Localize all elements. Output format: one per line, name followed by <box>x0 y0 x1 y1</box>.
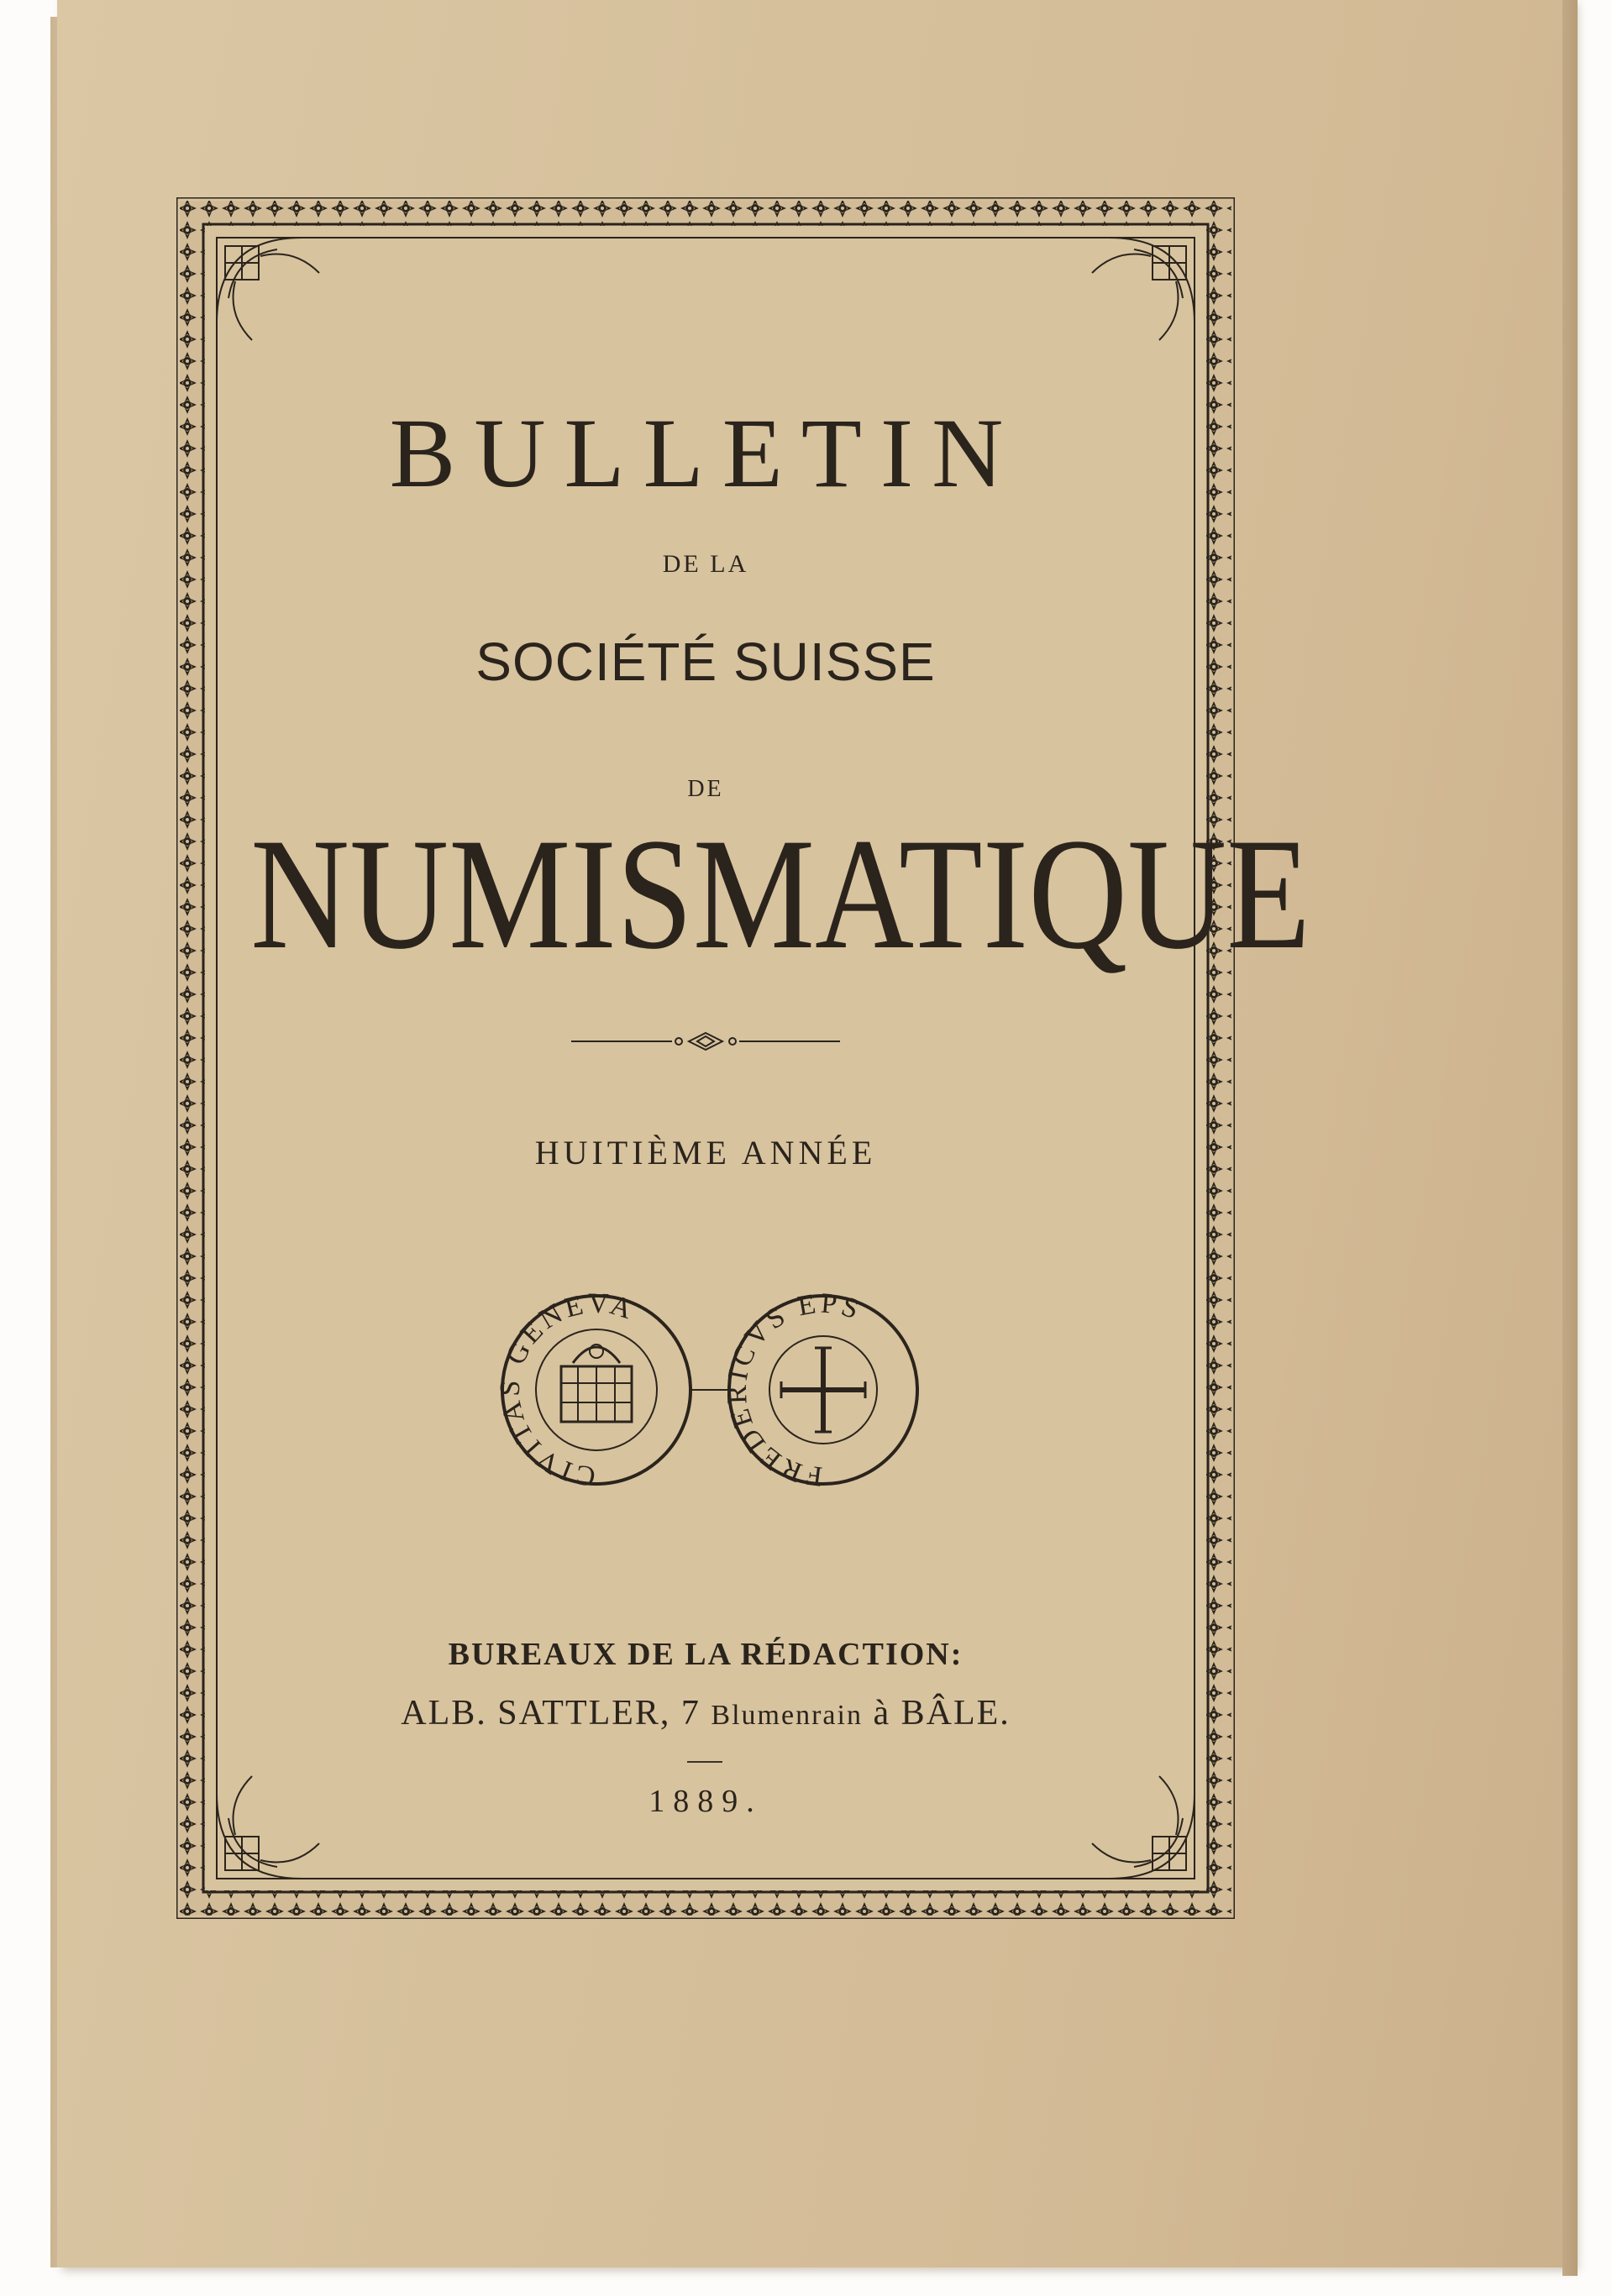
publication-year: 1889. <box>648 1784 763 1819</box>
svg-text:CIVITAS GENEVA <box>496 1289 638 1492</box>
cover-subject: NUMISMATIQUE <box>250 806 1311 983</box>
coin-right-legend: FREDERICVS EPS <box>721 1289 866 1492</box>
cover-line-de: DE <box>687 776 724 802</box>
publisher-heading: BUREAUX DE LA RÉDACTION: <box>448 1637 964 1672</box>
cover-edition: HUITIÈME ANNÉE <box>534 1134 877 1172</box>
cover-title: BULLETIN <box>389 398 1022 508</box>
publisher-address <box>176 1688 1235 1741</box>
publisher-place: à BÂLE. <box>873 1694 1011 1732</box>
coin-illustration <box>496 1289 924 1499</box>
cover-right-edge <box>1562 0 1578 2276</box>
cover-line-societe: SOCIÉTÉ SUISSE <box>475 632 936 692</box>
publisher-street: Blumenrain <box>711 1700 863 1731</box>
cover-line-de-la: DE LA <box>662 550 749 578</box>
title-ornament-rule <box>571 1025 840 1058</box>
year-divider <box>687 1761 722 1763</box>
coin-left-legend: CIVITAS GENEVA <box>496 1289 639 1492</box>
publisher-name: ALB. SATTLER, 7 <box>401 1694 701 1732</box>
